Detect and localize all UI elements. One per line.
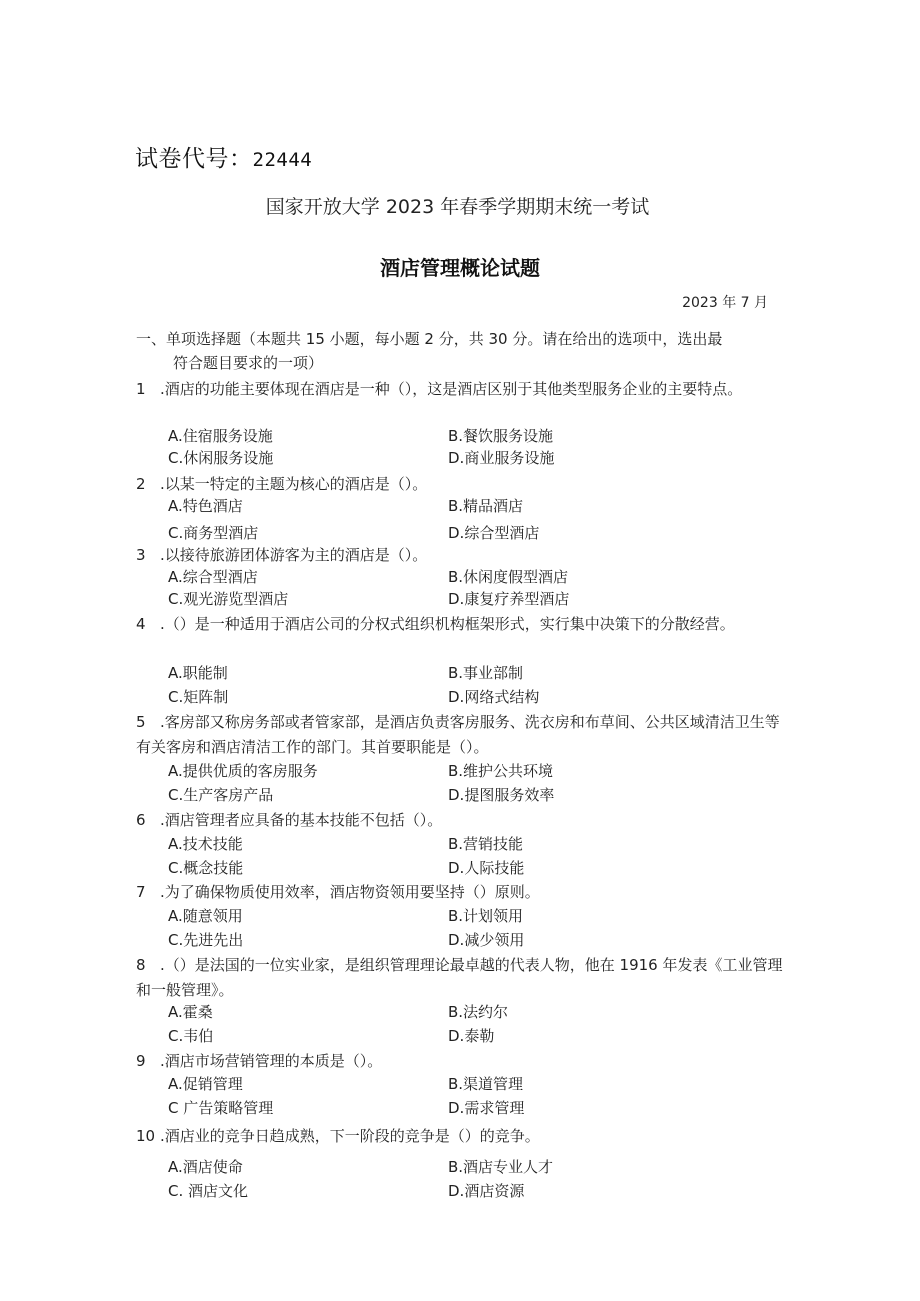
question-number: 7 (136, 883, 146, 901)
question-3-option-a[interactable]: A.综合型酒店 (168, 568, 258, 586)
question-number: 3 (136, 546, 146, 564)
question-2-option-d[interactable]: D.综合型酒店 (448, 524, 540, 542)
question-1-option-c[interactable]: C.休闲服务设施 (168, 449, 274, 467)
section-heading (136, 327, 786, 375)
question-5-option-c[interactable]: C.生产客房产品 (168, 786, 274, 804)
question-2-option-c[interactable]: C.商务型酒店 (168, 524, 259, 542)
question-3-stem (136, 543, 786, 568)
section-heading-line1: 一、单项选择题（本题共 15 小题，每小题 2 分，共 30 分。请在给出的选项中，选出最 (136, 330, 723, 348)
question-text: .（）是法国的一位实业家，是组织管理理论最卓越的代表人物，他在 1916 年发表《工业管理和一般管理》。 (136, 956, 783, 999)
question-2-option-b[interactable]: B.精品酒店 (448, 497, 524, 515)
question-text: .酒店管理者应具备的基本技能不包括（）。 (160, 811, 443, 829)
question-number: 2 (136, 475, 146, 493)
question-10-option-d[interactable]: D.酒店资源 (448, 1182, 525, 1200)
question-4-option-a[interactable]: A.职能制 (168, 664, 228, 682)
question-5-option-d[interactable]: D.提图服务效率 (448, 786, 555, 804)
section-heading-line2: 符合题目要求的一项） (173, 354, 324, 372)
question-number: 1 (136, 380, 146, 398)
question-4-option-c[interactable]: C.矩阵制 (168, 688, 229, 706)
question-2-option-a[interactable]: A.特色酒店 (168, 497, 243, 515)
question-10-option-c[interactable]: C. 酒店文化 (168, 1182, 249, 1200)
exam-title-text: 国家开放大学 2023 年春季学期期末统一考试 (265, 196, 650, 218)
question-text: .以接待旅游团体游客为主的酒店是（）。 (160, 546, 428, 564)
question-5-option-a[interactable]: A.提供优质的客房服务 (168, 762, 318, 780)
question-4-option-d[interactable]: D.网络式结构 (448, 688, 540, 706)
question-6-option-a[interactable]: A.技术技能 (168, 835, 243, 853)
question-9-option-c[interactable]: C 广告策略管理 (168, 1099, 274, 1117)
question-1-option-a[interactable]: A.住宿服务设施 (168, 427, 273, 445)
question-1-option-d[interactable]: D.商业服务设施 (448, 449, 555, 467)
question-7-option-c[interactable]: C.先进先出 (168, 931, 244, 949)
question-8-option-b[interactable]: B.法约尔 (448, 1003, 509, 1021)
question-8-option-a[interactable]: A.霍桑 (168, 1003, 213, 1021)
question-9-stem (136, 1049, 786, 1074)
exam-title (0, 192, 920, 219)
question-text: .客房部又称房务部或者管家部，是酒店负责客房服务、洗衣房和布草间、公共区域清洁卫生等有关客房和酒店清洁工作的部门。其首要职能是（）。 (136, 713, 780, 756)
question-text: .为了确保物质使用效率，酒店物资领用要坚持（）原则。 (160, 883, 540, 901)
question-10-stem (136, 1124, 786, 1149)
question-text: .酒店业的竞争日趋成熟，下一阶段的竞争是（）的竞争。 (160, 1127, 540, 1145)
exam-date: 2023 年 7 月 (682, 295, 768, 311)
question-3-option-c[interactable]: C.观光游览型酒店 (168, 590, 289, 608)
question-4-option-b[interactable]: B.事业部制 (448, 664, 524, 682)
question-7-option-b[interactable]: B.计划领用 (448, 907, 524, 925)
question-3-option-d[interactable]: D.康复疗养型酒店 (448, 590, 570, 608)
question-number: 5 (136, 713, 146, 731)
question-8-stem (136, 953, 786, 1003)
paper-code-number: 22444 (252, 149, 313, 171)
question-7-stem (136, 880, 786, 905)
question-text: .（）是一种适用于酒店公司的分权式组织机构框架形式，实行集中决策下的分散经营。 (160, 615, 735, 633)
question-4-stem (136, 612, 786, 637)
question-1-stem (136, 377, 786, 402)
question-text: .以某一特定的主题为核心的酒店是（）。 (160, 475, 428, 493)
paper-code-label: 试卷代号： (135, 146, 253, 172)
question-6-option-b[interactable]: B.营销技能 (448, 835, 524, 853)
question-number: 8 (136, 956, 146, 974)
question-6-option-c[interactable]: C.概念技能 (168, 859, 244, 877)
paper-code (135, 140, 312, 173)
question-text: .酒店的功能主要体现在酒店是一种（），这是酒店区别于其他类型服务企业的主要特点。 (160, 380, 743, 398)
question-text: .酒店市场营销管理的本质是（）。 (160, 1052, 383, 1070)
question-5-option-b[interactable]: B.维护公共环境 (448, 762, 554, 780)
question-number: 6 (136, 811, 146, 829)
question-3-option-b[interactable]: B.休闲度假型酒店 (448, 568, 569, 586)
question-8-option-c[interactable]: C.韦伯 (168, 1027, 214, 1045)
question-number: 10 (136, 1127, 156, 1145)
question-10-option-a[interactable]: A.酒店使命 (168, 1158, 243, 1176)
question-7-option-a[interactable]: A.随意领用 (168, 907, 243, 925)
course-title-text: 酒店管理概论试题 (380, 256, 540, 280)
question-10-option-b[interactable]: B.酒店专业人才 (448, 1158, 554, 1176)
question-8-option-d[interactable]: D.泰勒 (448, 1027, 495, 1045)
question-1-option-b[interactable]: B.餐饮服务设施 (448, 427, 554, 445)
course-title (0, 252, 920, 281)
question-7-option-d[interactable]: D.减少领用 (448, 931, 525, 949)
question-9-option-d[interactable]: D.需求管理 (448, 1099, 525, 1117)
question-6-option-d[interactable]: D.人际技能 (448, 859, 525, 877)
question-2-stem (136, 472, 786, 497)
question-5-stem (136, 710, 786, 760)
question-number: 9 (136, 1052, 146, 1070)
question-number: 4 (136, 615, 146, 633)
question-9-option-b[interactable]: B.渠道管理 (448, 1075, 524, 1093)
question-6-stem (136, 808, 786, 833)
question-9-option-a[interactable]: A.促销管理 (168, 1075, 243, 1093)
